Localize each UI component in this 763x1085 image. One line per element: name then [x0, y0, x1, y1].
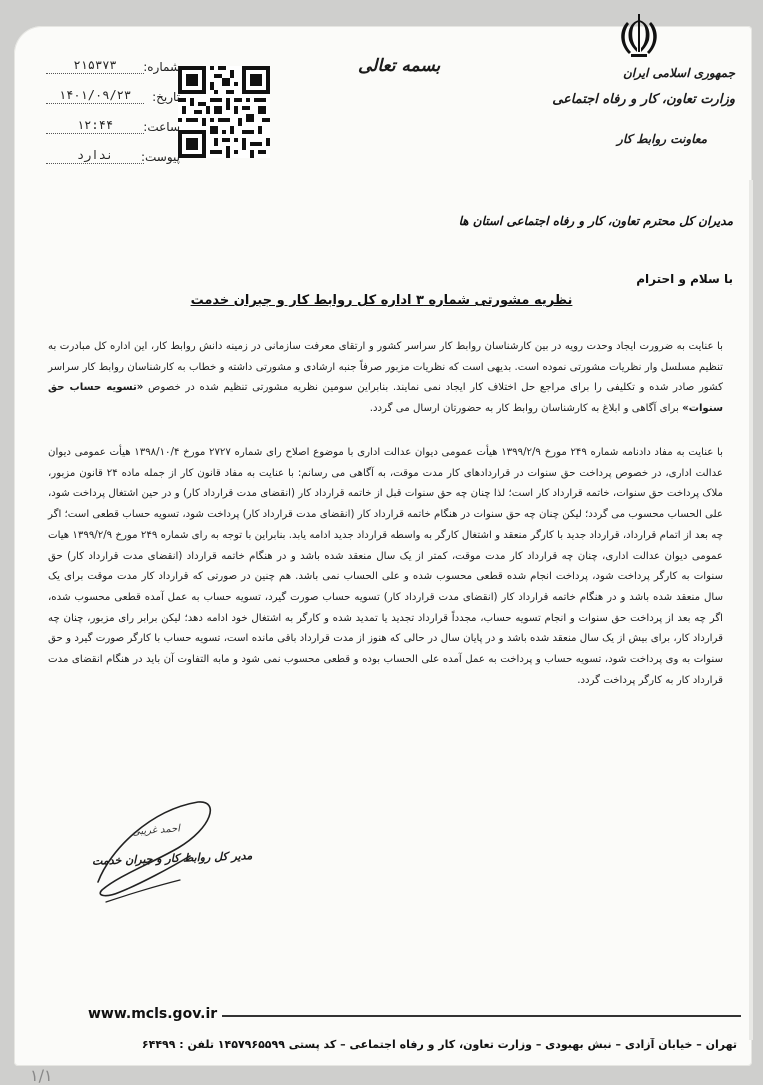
- footer-divider: [222, 1015, 741, 1017]
- letter-time-field: [30, 116, 180, 134]
- org-line-1: جمهوری اسلامی ایران: [622, 66, 735, 80]
- letter-date-label: تاریخ:: [152, 90, 180, 104]
- letter-number-label: شماره:: [143, 60, 180, 74]
- page-edge: [749, 180, 753, 1040]
- greeting: با سلام و احترام: [636, 272, 733, 286]
- letter-date-value: ۱۴۰۱/۰۹/۲۳: [46, 87, 144, 104]
- letter-attachment-value: ندارد: [46, 147, 144, 164]
- letter-attachment-label: پیوست:: [140, 150, 180, 164]
- website-link[interactable]: www.mcls.gov.ir: [88, 1006, 218, 1022]
- paragraph-intro: [48, 337, 723, 419]
- letter-attachment-field: [30, 146, 180, 164]
- qr-code-icon: [178, 66, 270, 158]
- footer-address: تهران – خیابان آزادی – نبش بهبودی – وزارت تعاون، کار و رفاه اجتماعی – کد پستی ۱۴۵۷۹۶۵۵۹۹ تلفن : ۶۴۴۹۹: [141, 1038, 737, 1051]
- signatory-name: احمد غریبی: [131, 823, 181, 838]
- subject-line: نظریه مشورتی شماره ۳ اداره کل روابط کار و جبران خدمت: [190, 293, 573, 308]
- bismillah-heading: بسمه تعالی: [358, 56, 441, 76]
- letter-number-field: [30, 56, 180, 74]
- letter-time-label: ساعت:: [143, 120, 180, 134]
- letter-number-value: ۲۱۵۳۷۳: [46, 57, 144, 74]
- paragraph-intro-bold: «تسویه حساب حق سنوات»: [48, 382, 723, 414]
- letter-time-value: ۱۲:۴۴: [46, 117, 144, 134]
- org-line-2: وزارت تعاون، کار و رفاه اجتماعی: [552, 92, 735, 107]
- paragraph-intro-text-2: برای آگاهی و ابلاغ به کارشناسان روابط کار به حضورتان ارسال می گردد.: [369, 402, 679, 414]
- signatory-title: مدیر کل روابط کار و جبران خدمت: [91, 849, 253, 868]
- org-line-3: معاونت روابط کار: [617, 132, 707, 146]
- page-number: ۱/۱: [30, 1066, 53, 1085]
- paragraph-body: با عنایت به مفاد دادنامه شماره ۲۴۹ مورخ ۱۳۹۹/۲/۹ هیأت عمومی دیوان عدالت اداری با موضوع اصلاح رای شماره ۲۷۲۷ مورخ ۱۳۹۸/۱۰/۴ هیأت عمومی دیوان عدالت اداری، در خصوص پرداخت حق سنوات در قراردادهای کار مدت موقت، به آگاهی می رسانم: با عنایت به مفاد قانون کار از جمله ماده ۲۴ قانون مزبور، ملاک پرداخت حق سنوات، خاتمه قرارداد کار است؛ لذا چنان چه حق سنوات قبل از خاتمه قرارداد کار (انقضای مدت قرارداد کار) و در حین اشتغال پرداخت شود، علی الحساب محسوب می گردد؛ لیکن چنان چه حق سنوات در هنگام خاتمه قرارداد کار (انقضای مدت قرارداد کار) پرداخت شود، تسویه حساب قطعی است؛ اگر چه بعد از اتمام قرارداد، قرارداد جدید با کارگر منعقد و اشتغال کارگر به واسطه قرارداد جدید ادامه یابد. بنابراین با توجه به رای شماره ۲۴۹ مورخ ۱۳۹۹/۲/۹ هیات عمومی دیوان عدالت اداری، چنان چه قرارداد کار مدت موقت، کمتر از یک سال منعقد شده باشد و در هنگام خاتمه قرارداد (انقضای مدت قرارداد کار) حق سنوات به کارگر پرداخت شود، پرداخت انجام شده قطعی محسوب شده و علی الحساب نمی باشد. هم چنین در صورتی که قرارداد کار مدت موقت برای یک سال منعقد شده باشد و در هنگام خاتمه قرارداد کار (انقضای مدت قرارداد کار) تسویه حساب صورت گیرد، تسویه حساب به عمل آمده قطعی محسوب شده، اگر چه بعد از پرداخت حق سنوات و انجام تسویه حساب، مجدداً قرارداد تجدید یا تمدید شده و کارگر به اشتغال خود ادامه دهد؛ لیکن برابر رای مزبور، چنان چه قرارداد کار، برای بیش از یک سال منعقد شده باشد و در پایان سال در حالی که هنوز از مدت قرارداد باقی مانده است، تسویه حساب با کارگر صورت گیرد و حق سنوات به وی پرداخت شود، تسویه حساب و پرداخت به عمل آمده علی الحساب بوده و قطعی محسوب نمی شود و مابه التفاوت آن باید در هنگام انقضای مدت قرارداد کار به کارگر پرداخت گردد.: [48, 447, 724, 686]
- letter-date-field: [30, 86, 180, 104]
- paragraph-intro-text-1: با عنایت به ضرورت ایجاد وحدت رویه در بین کارشناسان روابط کار سراسر کشور و ارتقای معرفت سازمانی در زمینه دانش روابط کار، این اداره کل مبادرت به تنظیم مسلسل وار نظریات مشورتی نموده است. بدیهی است که نظریات مزبور صرفاً جنبه ارشادی و مشورتی داشته و خطاب به کارشناسان روابط کار سراسر کشور صادر شده و تکلیفی را برای مراجع حل اختلاف کار ایجاد نمی نمایند. بنابراین سومین نظریه مشورتی تنظیم شده در خصوص: [48, 341, 723, 393]
- iran-emblem-icon: [617, 12, 661, 58]
- addressee: مدیران کل محترم تعاون، کار و رفاه اجتماعی استان ها: [458, 214, 733, 228]
